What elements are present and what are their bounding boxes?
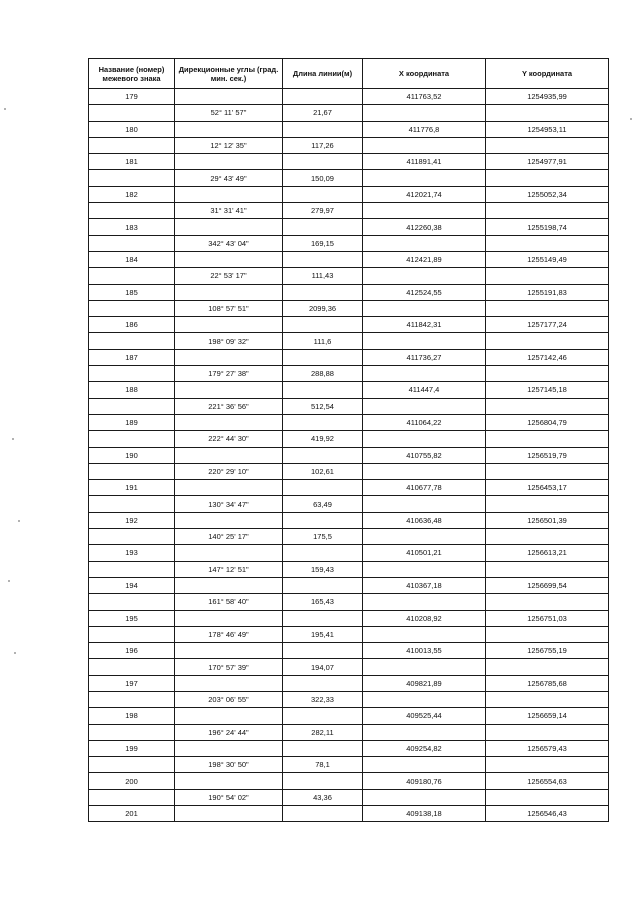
y-coordinate-cell: [486, 789, 609, 805]
directional-angle-cell: 198° 30' 50": [175, 757, 283, 773]
line-length-cell: [283, 545, 363, 561]
header-y-coordinate: Y координата: [486, 59, 609, 89]
table-row: [89, 708, 609, 724]
marker-name-cell: [89, 170, 175, 186]
y-coordinate-cell: [486, 137, 609, 153]
marker-name-cell: 193: [89, 545, 175, 561]
marker-name-cell: 189: [89, 414, 175, 430]
y-coordinate-cell: [486, 496, 609, 512]
directional-angle-cell: [175, 447, 283, 463]
line-length-cell: [283, 512, 363, 528]
line-length-cell: 322,33: [283, 691, 363, 707]
marker-name-cell: [89, 659, 175, 675]
table-row: [89, 382, 609, 398]
table-row: [89, 186, 609, 202]
scan-speck: [14, 652, 16, 654]
directional-angle-cell: [175, 154, 283, 170]
directional-angle-cell: 147° 12' 51": [175, 561, 283, 577]
directional-angle-cell: [175, 251, 283, 267]
marker-name-cell: [89, 789, 175, 805]
table-row: [89, 643, 609, 659]
y-coordinate-cell: 1255198,74: [486, 219, 609, 235]
x-coordinate-cell: [363, 137, 486, 153]
directional-angle-cell: 130° 34' 47": [175, 496, 283, 512]
directional-angle-cell: [175, 806, 283, 822]
line-length-cell: 117,26: [283, 137, 363, 153]
marker-name-cell: 187: [89, 349, 175, 365]
directional-angle-cell: 22° 53' 17": [175, 268, 283, 284]
x-coordinate-cell: 411842,31: [363, 317, 486, 333]
table-row: [89, 349, 609, 365]
line-length-cell: [283, 414, 363, 430]
line-length-cell: 21,67: [283, 105, 363, 121]
y-coordinate-cell: [486, 300, 609, 316]
line-length-cell: [283, 284, 363, 300]
x-coordinate-cell: [363, 659, 486, 675]
line-length-cell: [283, 89, 363, 105]
directional-angle-cell: [175, 773, 283, 789]
table-row: [89, 610, 609, 626]
y-coordinate-cell: [486, 431, 609, 447]
marker-name-cell: 195: [89, 610, 175, 626]
marker-name-cell: 192: [89, 512, 175, 528]
directional-angle-cell: [175, 512, 283, 528]
marker-name-cell: 201: [89, 806, 175, 822]
table-row: [89, 219, 609, 235]
y-coordinate-cell: 1256546,43: [486, 806, 609, 822]
directional-angle-cell: 170° 57' 39": [175, 659, 283, 675]
line-length-cell: [283, 806, 363, 822]
table-row: [89, 463, 609, 479]
line-length-cell: 150,09: [283, 170, 363, 186]
x-coordinate-cell: [363, 724, 486, 740]
table-row: [89, 496, 609, 512]
marker-name-cell: [89, 137, 175, 153]
directional-angle-cell: 198° 09' 32": [175, 333, 283, 349]
directional-angle-cell: 190° 54' 02": [175, 789, 283, 805]
x-coordinate-cell: 409138,18: [363, 806, 486, 822]
directional-angle-cell: [175, 186, 283, 202]
header-directional-angle: Дирекционные углы (град. мин. сек.): [175, 59, 283, 89]
x-coordinate-cell: 411763,52: [363, 89, 486, 105]
x-coordinate-cell: 409525,44: [363, 708, 486, 724]
marker-name-cell: 184: [89, 251, 175, 267]
marker-name-cell: [89, 333, 175, 349]
table-row: [89, 626, 609, 642]
marker-name-cell: 185: [89, 284, 175, 300]
marker-name-cell: [89, 268, 175, 284]
line-length-cell: 102,61: [283, 463, 363, 479]
marker-name-cell: 186: [89, 317, 175, 333]
x-coordinate-cell: [363, 789, 486, 805]
directional-angle-cell: [175, 219, 283, 235]
marker-name-cell: 196: [89, 643, 175, 659]
directional-angle-cell: 178° 46' 49": [175, 626, 283, 642]
directional-angle-cell: [175, 740, 283, 756]
table-row: [89, 691, 609, 707]
directional-angle-cell: [175, 121, 283, 137]
x-coordinate-cell: [363, 431, 486, 447]
marker-name-cell: 190: [89, 447, 175, 463]
line-length-cell: 165,43: [283, 594, 363, 610]
y-coordinate-cell: 1256755,19: [486, 643, 609, 659]
line-length-cell: 111,43: [283, 268, 363, 284]
marker-name-cell: [89, 398, 175, 414]
x-coordinate-cell: [363, 626, 486, 642]
y-coordinate-cell: [486, 398, 609, 414]
y-coordinate-cell: [486, 333, 609, 349]
line-length-cell: 159,43: [283, 561, 363, 577]
y-coordinate-cell: 1256659,14: [486, 708, 609, 724]
x-coordinate-cell: [363, 594, 486, 610]
x-coordinate-cell: [363, 333, 486, 349]
x-coordinate-cell: 411891,41: [363, 154, 486, 170]
line-length-cell: 512,54: [283, 398, 363, 414]
directional-angle-cell: [175, 284, 283, 300]
directional-angle-cell: 203° 06' 55": [175, 691, 283, 707]
directional-angle-cell: 179° 27' 38": [175, 366, 283, 382]
marker-name-cell: 181: [89, 154, 175, 170]
directional-angle-cell: [175, 708, 283, 724]
y-coordinate-cell: [486, 235, 609, 251]
x-coordinate-cell: 412260,38: [363, 219, 486, 235]
marker-name-cell: 180: [89, 121, 175, 137]
line-length-cell: 111,6: [283, 333, 363, 349]
directional-angle-cell: 31° 31' 41": [175, 203, 283, 219]
y-coordinate-cell: 1254977,91: [486, 154, 609, 170]
table-row: [89, 300, 609, 316]
y-coordinate-cell: [486, 757, 609, 773]
table-row: [89, 268, 609, 284]
directional-angle-cell: 161° 58' 40": [175, 594, 283, 610]
directional-angle-cell: [175, 382, 283, 398]
directional-angle-cell: [175, 317, 283, 333]
line-length-cell: 2099,36: [283, 300, 363, 316]
x-coordinate-cell: 409821,89: [363, 675, 486, 691]
scan-speck: [18, 520, 20, 522]
directional-angle-cell: [175, 545, 283, 561]
marker-name-cell: [89, 594, 175, 610]
boundary-coordinates-table: [88, 58, 609, 822]
x-coordinate-cell: 410208,92: [363, 610, 486, 626]
line-length-cell: [283, 349, 363, 365]
table-header-row: [89, 59, 609, 89]
line-length-cell: [283, 610, 363, 626]
x-coordinate-cell: 412421,89: [363, 251, 486, 267]
directional-angle-cell: 222° 44' 30": [175, 431, 283, 447]
y-coordinate-cell: [486, 691, 609, 707]
directional-angle-cell: 196° 24' 44": [175, 724, 283, 740]
line-length-cell: [283, 447, 363, 463]
y-coordinate-cell: [486, 594, 609, 610]
table-row: [89, 170, 609, 186]
x-coordinate-cell: 410367,18: [363, 577, 486, 593]
line-length-cell: 419,92: [283, 431, 363, 447]
table-row: [89, 757, 609, 773]
table-row: [89, 414, 609, 430]
y-coordinate-cell: 1257145,18: [486, 382, 609, 398]
y-coordinate-cell: 1256519,79: [486, 447, 609, 463]
x-coordinate-cell: [363, 170, 486, 186]
y-coordinate-cell: 1254935,99: [486, 89, 609, 105]
table-row: [89, 251, 609, 267]
x-coordinate-cell: 410013,55: [363, 643, 486, 659]
x-coordinate-cell: 409180,76: [363, 773, 486, 789]
directional-angle-cell: [175, 480, 283, 496]
line-length-cell: 194,07: [283, 659, 363, 675]
scan-speck: [8, 580, 10, 582]
line-length-cell: [283, 773, 363, 789]
marker-name-cell: 182: [89, 186, 175, 202]
directional-angle-cell: [175, 577, 283, 593]
directional-angle-cell: 221° 36' 56": [175, 398, 283, 414]
scan-speck: [4, 108, 6, 110]
line-length-cell: [283, 643, 363, 659]
table-row: [89, 806, 609, 822]
line-length-cell: [283, 219, 363, 235]
table-row: [89, 398, 609, 414]
line-length-cell: [283, 740, 363, 756]
table-row: [89, 121, 609, 137]
y-coordinate-cell: 1256785,68: [486, 675, 609, 691]
line-length-cell: 282,11: [283, 724, 363, 740]
x-coordinate-cell: [363, 235, 486, 251]
x-coordinate-cell: [363, 561, 486, 577]
line-length-cell: 175,5: [283, 529, 363, 545]
x-coordinate-cell: [363, 398, 486, 414]
table-row: [89, 659, 609, 675]
line-length-cell: [283, 675, 363, 691]
marker-name-cell: [89, 203, 175, 219]
table-row: [89, 89, 609, 105]
table-row: [89, 561, 609, 577]
x-coordinate-cell: 412021,74: [363, 186, 486, 202]
marker-name-cell: [89, 691, 175, 707]
table-row: [89, 594, 609, 610]
y-coordinate-cell: 1256751,03: [486, 610, 609, 626]
x-coordinate-cell: [363, 300, 486, 316]
table-row: [89, 512, 609, 528]
y-coordinate-cell: [486, 268, 609, 284]
directional-angle-cell: 52° 11' 57": [175, 105, 283, 121]
x-coordinate-cell: 411064,22: [363, 414, 486, 430]
x-coordinate-cell: [363, 366, 486, 382]
marker-name-cell: [89, 496, 175, 512]
x-coordinate-cell: 411447,4: [363, 382, 486, 398]
table-row: [89, 235, 609, 251]
x-coordinate-cell: 410501,21: [363, 545, 486, 561]
marker-name-cell: [89, 431, 175, 447]
table-row: [89, 447, 609, 463]
line-length-cell: [283, 480, 363, 496]
y-coordinate-cell: 1255191,83: [486, 284, 609, 300]
line-length-cell: 43,36: [283, 789, 363, 805]
marker-name-cell: 197: [89, 675, 175, 691]
marker-name-cell: 198: [89, 708, 175, 724]
y-coordinate-cell: [486, 366, 609, 382]
marker-name-cell: [89, 300, 175, 316]
table-row: [89, 740, 609, 756]
x-coordinate-cell: 410755,82: [363, 447, 486, 463]
y-coordinate-cell: [486, 170, 609, 186]
marker-name-cell: 179: [89, 89, 175, 105]
line-length-cell: [283, 154, 363, 170]
x-coordinate-cell: [363, 757, 486, 773]
y-coordinate-cell: 1254953,11: [486, 121, 609, 137]
x-coordinate-cell: 412524,55: [363, 284, 486, 300]
marker-name-cell: [89, 366, 175, 382]
directional-angle-cell: [175, 675, 283, 691]
header-line-length: Длина линии(м): [283, 59, 363, 89]
directional-angle-cell: 140° 25' 17": [175, 529, 283, 545]
y-coordinate-cell: 1257142,46: [486, 349, 609, 365]
x-coordinate-cell: [363, 691, 486, 707]
directional-angle-cell: 12° 12' 35": [175, 137, 283, 153]
line-length-cell: [283, 251, 363, 267]
x-coordinate-cell: 409254,82: [363, 740, 486, 756]
table-row: [89, 154, 609, 170]
y-coordinate-cell: [486, 529, 609, 545]
y-coordinate-cell: [486, 659, 609, 675]
table-row: [89, 789, 609, 805]
table-row: [89, 137, 609, 153]
marker-name-cell: [89, 626, 175, 642]
x-coordinate-cell: 410636,48: [363, 512, 486, 528]
marker-name-cell: 188: [89, 382, 175, 398]
table-row: [89, 431, 609, 447]
table-row: [89, 480, 609, 496]
line-length-cell: [283, 577, 363, 593]
directional-angle-cell: 220° 29' 10": [175, 463, 283, 479]
x-coordinate-cell: [363, 105, 486, 121]
y-coordinate-cell: 1256453,17: [486, 480, 609, 496]
table-row: [89, 317, 609, 333]
y-coordinate-cell: [486, 561, 609, 577]
x-coordinate-cell: [363, 496, 486, 512]
marker-name-cell: [89, 529, 175, 545]
line-length-cell: 195,41: [283, 626, 363, 642]
header-marker-name: Название (номер) межевого знака: [89, 59, 175, 89]
directional-angle-cell: [175, 610, 283, 626]
line-length-cell: [283, 708, 363, 724]
y-coordinate-cell: 1255149,49: [486, 251, 609, 267]
directional-angle-cell: [175, 349, 283, 365]
header-x-coordinate: X координата: [363, 59, 486, 89]
marker-name-cell: [89, 235, 175, 251]
marker-name-cell: 199: [89, 740, 175, 756]
y-coordinate-cell: [486, 463, 609, 479]
y-coordinate-cell: 1256579,43: [486, 740, 609, 756]
directional-angle-cell: 108° 57' 51": [175, 300, 283, 316]
directional-angle-cell: 29° 43' 49": [175, 170, 283, 186]
directional-angle-cell: [175, 414, 283, 430]
y-coordinate-cell: 1256804,79: [486, 414, 609, 430]
table-body: [89, 89, 609, 822]
marker-name-cell: 183: [89, 219, 175, 235]
table-row: [89, 545, 609, 561]
line-length-cell: [283, 382, 363, 398]
y-coordinate-cell: [486, 626, 609, 642]
table-row: [89, 333, 609, 349]
y-coordinate-cell: 1257177,24: [486, 317, 609, 333]
table-row: [89, 203, 609, 219]
y-coordinate-cell: 1255052,34: [486, 186, 609, 202]
table-row: [89, 675, 609, 691]
line-length-cell: 78,1: [283, 757, 363, 773]
y-coordinate-cell: [486, 105, 609, 121]
line-length-cell: [283, 317, 363, 333]
line-length-cell: 288,88: [283, 366, 363, 382]
y-coordinate-cell: 1256554,63: [486, 773, 609, 789]
marker-name-cell: [89, 561, 175, 577]
marker-name-cell: 200: [89, 773, 175, 789]
x-coordinate-cell: 411736,27: [363, 349, 486, 365]
marker-name-cell: 194: [89, 577, 175, 593]
table-row: [89, 284, 609, 300]
line-length-cell: [283, 121, 363, 137]
scan-speck: [12, 438, 14, 440]
marker-name-cell: [89, 105, 175, 121]
table-row: [89, 724, 609, 740]
line-length-cell: [283, 186, 363, 202]
x-coordinate-cell: 410677,78: [363, 480, 486, 496]
x-coordinate-cell: [363, 268, 486, 284]
directional-angle-cell: [175, 89, 283, 105]
y-coordinate-cell: [486, 724, 609, 740]
y-coordinate-cell: [486, 203, 609, 219]
x-coordinate-cell: [363, 529, 486, 545]
marker-name-cell: [89, 724, 175, 740]
table-row: [89, 366, 609, 382]
y-coordinate-cell: 1256699,54: [486, 577, 609, 593]
y-coordinate-cell: 1256501,39: [486, 512, 609, 528]
table-row: [89, 577, 609, 593]
table-row: [89, 105, 609, 121]
x-coordinate-cell: [363, 463, 486, 479]
marker-name-cell: 191: [89, 480, 175, 496]
marker-name-cell: [89, 757, 175, 773]
table-row: [89, 773, 609, 789]
directional-angle-cell: [175, 643, 283, 659]
directional-angle-cell: 342° 43' 04": [175, 235, 283, 251]
scan-speck: [630, 118, 632, 120]
y-coordinate-cell: 1256613,21: [486, 545, 609, 561]
table-row: [89, 529, 609, 545]
x-coordinate-cell: [363, 203, 486, 219]
x-coordinate-cell: 411776,8: [363, 121, 486, 137]
line-length-cell: 279,97: [283, 203, 363, 219]
marker-name-cell: [89, 463, 175, 479]
line-length-cell: 169,15: [283, 235, 363, 251]
line-length-cell: 63,49: [283, 496, 363, 512]
